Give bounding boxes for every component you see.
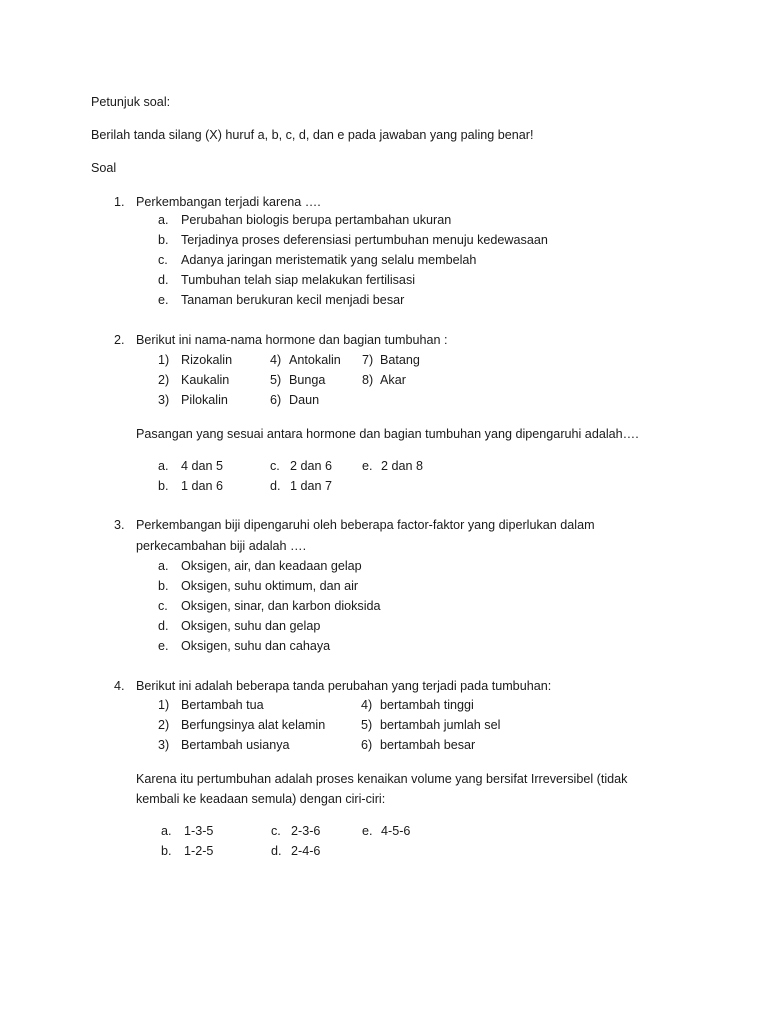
option-text: Oksigen, sinar, dan karbon dioksida [181, 599, 381, 613]
option-letter: e. [362, 824, 373, 838]
option-text: 4 dan 5 [181, 459, 224, 473]
option-text: 4-5-6 [381, 824, 411, 838]
item-number: 5) [270, 373, 282, 387]
question-number: 1. [114, 195, 125, 209]
item-text: bertambah besar [380, 738, 476, 752]
option-letter: d. [158, 619, 169, 633]
option-text: 2 dan 6 [290, 459, 333, 473]
item-text: Pilokalin [181, 393, 228, 407]
instructions-text: Berilah tanda silang (X) huruf a, b, c, d, dan e pada jawaban yang paling benar! [91, 128, 534, 142]
option-letter: b. [158, 579, 169, 593]
item-text: Kaukalin [181, 373, 230, 387]
item-number: 4) [361, 698, 373, 712]
option-letter: e. [158, 293, 169, 307]
question-text: Berikut ini adalah beberapa tanda perubahan yang terjadi pada tumbuhan: [136, 679, 552, 693]
item-number: 2) [158, 373, 170, 387]
item-text: Berfungsinya alat kelamin [181, 718, 326, 732]
item-number: 4) [270, 353, 282, 367]
option-text: 2-3-6 [291, 824, 321, 838]
item-number: 8) [362, 373, 374, 387]
question-text: Perkembangan terjadi karena …. [136, 195, 321, 209]
option-text: Oksigen, suhu oktimum, dan air [181, 579, 359, 593]
option-letter: c. [158, 599, 168, 613]
item-number: 2) [158, 718, 170, 732]
option-text: Perubahan biologis berupa pertambahan ukuran [181, 213, 452, 227]
item-number: 3) [158, 393, 170, 407]
option-letter: a. [158, 559, 169, 573]
instructions-heading: Petunjuk soal: [91, 95, 171, 109]
item-text: Rizokalin [181, 353, 233, 367]
item-number: 1) [158, 698, 170, 712]
item-number: 7) [362, 353, 374, 367]
option-text: Tanaman berukuran kecil menjadi besar [181, 293, 405, 307]
question-number: 2. [114, 333, 125, 347]
option-letter: e. [158, 639, 169, 653]
item-text: Batang [380, 353, 420, 367]
option-letter: b. [158, 233, 169, 247]
item-number: 6) [361, 738, 373, 752]
item-number: 1) [158, 353, 170, 367]
option-letter: d. [270, 479, 281, 493]
option-letter: b. [161, 844, 172, 858]
item-text: Akar [380, 373, 406, 387]
question-prompt: Pasangan yang sesuai antara hormone dan bagian tumbuhan yang dipengaruhi adalah…. [136, 427, 639, 441]
paragraph-line-2: kembali ke keadaan semula) dengan ciri-ciri: [136, 792, 386, 806]
option-letter: c. [158, 253, 168, 267]
item-text: Daun [289, 393, 320, 407]
question-number: 3. [114, 518, 125, 532]
option-text: 1 dan 6 [181, 479, 224, 493]
option-text: Tumbuhan telah siap melakukan fertilisasi [181, 273, 416, 287]
option-letter: d. [271, 844, 282, 858]
option-text: 1-3-5 [184, 824, 214, 838]
option-text: 1 dan 7 [290, 479, 333, 493]
option-letter: a. [158, 459, 169, 473]
section-title: Soal [91, 161, 117, 175]
question-text: Berikut ini nama-nama hormone dan bagian tumbuhan : [136, 333, 448, 347]
option-letter: e. [362, 459, 373, 473]
option-letter: c. [270, 459, 280, 473]
option-letter: d. [158, 273, 169, 287]
item-text: bertambah jumlah sel [380, 718, 501, 732]
item-number: 6) [270, 393, 282, 407]
option-text: Adanya jaringan meristematik yang selalu membelah [181, 253, 477, 267]
option-text: Oksigen, suhu dan gelap [181, 619, 321, 633]
option-text: 1-2-5 [184, 844, 214, 858]
option-text: 2 dan 8 [381, 459, 424, 473]
option-text: Oksigen, suhu dan cahaya [181, 639, 331, 653]
item-number: 5) [361, 718, 373, 732]
item-text: bertambah tinggi [380, 698, 474, 712]
question-number: 4. [114, 679, 125, 693]
option-letter: a. [161, 824, 172, 838]
item-text: Bertambah tua [181, 698, 264, 712]
option-text: 2-4-6 [291, 844, 321, 858]
option-letter: b. [158, 479, 169, 493]
option-text: Terjadinya proses deferensiasi pertumbuhan menuju kedewasaan [181, 233, 548, 247]
option-letter: a. [158, 213, 169, 227]
option-text: Oksigen, air, dan keadaan gelap [181, 559, 362, 573]
item-text: Bertambah usianya [181, 738, 290, 752]
paragraph-line-1: Karena itu pertumbuhan adalah proses kenaikan volume yang bersifat Irreversibel (tidak [136, 772, 628, 786]
question-text-line-1: Perkembangan biji dipengaruhi oleh beberapa factor-faktor yang diperlukan dalam [136, 518, 595, 532]
item-number: 3) [158, 738, 170, 752]
option-letter: c. [271, 824, 281, 838]
item-text: Antokalin [289, 353, 341, 367]
question-text-line-2: perkecambahan biji adalah …. [136, 539, 307, 553]
item-text: Bunga [289, 373, 326, 387]
